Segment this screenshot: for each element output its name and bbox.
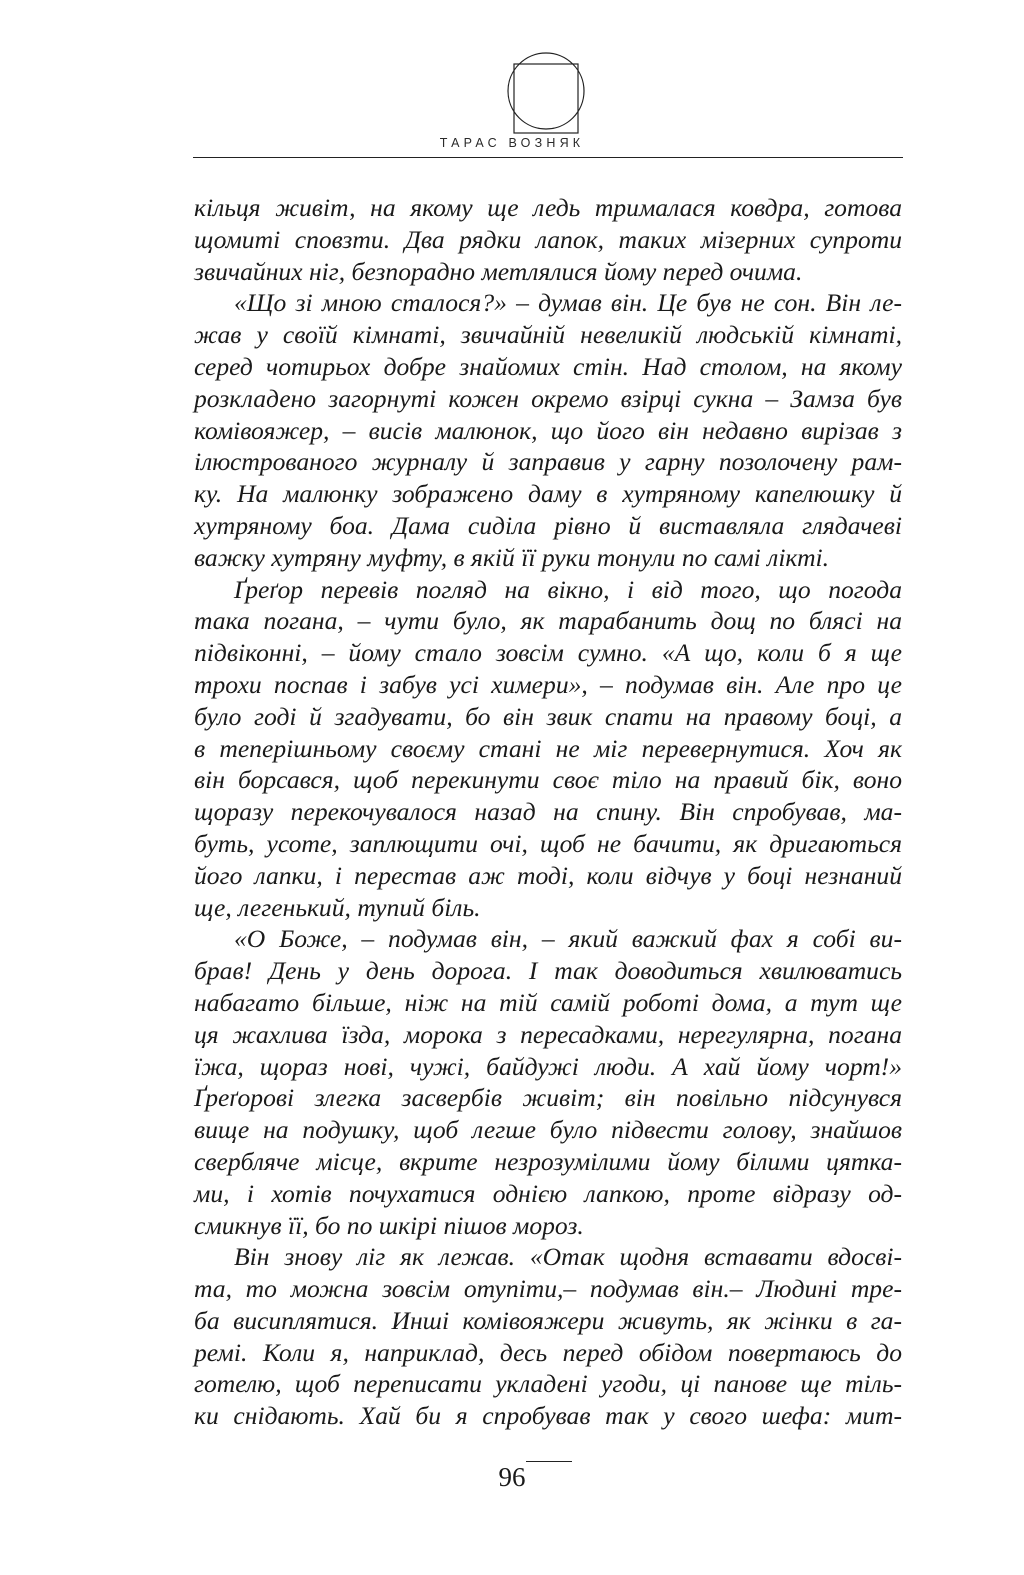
text-line: ця жахлива їзда, морока з пересадками, нерегулярна, погана xyxy=(194,1019,902,1049)
text-line: ми, і хотів почухатися однією лапкою, проте відразу од- xyxy=(194,1178,902,1208)
text-line: «Що зі мною сталося?» – думав він. Це був не сон. Він ле- xyxy=(234,288,902,318)
text-line: було годі й згадувати, бо він звик спати на правому боці, а xyxy=(194,701,902,731)
text-line: їжа, щораз нові, чужі, байдужі люди. А хай йому чорт!» xyxy=(194,1051,902,1081)
text-line: Ґреґор перевів погляд на вікно, і від того, що погода xyxy=(234,574,902,604)
text-line: розкладено загорнуті кожен окремо взірці сукна – Замза був xyxy=(194,383,902,413)
page-number: 96 xyxy=(498,1462,526,1492)
text-line: комівояжер, – висів малюнок, що його він недавно вирізав з xyxy=(194,415,902,445)
text-line: підвіконні, – йому стало зовсім сумно. «А що, коли б я ще xyxy=(194,638,902,668)
text-line: щомиті сповзти. Два рядки лапок, таких мізерних супроти xyxy=(194,224,902,254)
text-line: трохи поспав і забув усі химери», – подумав він. Але про це xyxy=(194,669,902,699)
text-line: Ґреґорові злегка засвербів живіт; він повільно підсунувся xyxy=(194,1083,902,1113)
text-line: ще, легенький, тупий біль. xyxy=(194,892,481,922)
text-line: та, то можна зовсім отупіти,– подумав він.– Людині тре- xyxy=(194,1274,902,1304)
text-line: хутряному боа. Дама сиділа рівно й виставляла глядачеві xyxy=(194,510,902,540)
text-line: сверблячe місце, вкрите незрозумілими йому білими цятка- xyxy=(194,1146,902,1176)
text-line: ки снідають. Хай би я спробував так у свого шефа: мит- xyxy=(194,1401,902,1431)
logo-circle-square-icon xyxy=(507,48,585,134)
text-line: ба висиплятися. Инші комівояжери живуть, як жінки в га- xyxy=(194,1305,902,1335)
text-line: серед чотирьох добре знайомих стін. Над столом, на якому xyxy=(194,351,902,381)
text-line: набагато більше, ніж на тій самій роботі дома, а тут ще xyxy=(194,987,902,1017)
text-line: готелю, щоб переписати укладені угоди, ці панове ще тіль- xyxy=(194,1369,902,1399)
text-line: звичайних ніг, безпорадно метлялися йому перед очима. xyxy=(194,256,803,286)
text-line: він борсався, щоб перекинути своє тіло на правий бік, воно xyxy=(194,765,902,795)
text-line: «О Боже, – подумав він, – який важкий фах я собі ви- xyxy=(234,924,902,954)
text-line: ілюстрованого журналу й заправив у гарну позолочену рам- xyxy=(194,447,902,477)
text-line: вище на подушку, щоб легше було підвести голову, знайшов xyxy=(194,1115,902,1145)
text-line: кільця живіт, на якому ще ледь трималася ковдра, готова xyxy=(194,193,902,222)
text-line: буть, усоте, заплющити очі, щоб не бачити, як дригаються xyxy=(194,828,902,858)
text-line: така погана, – чути було, як тарабанить дощ по блясі на xyxy=(194,606,902,636)
text-line: щоразу перекочувалося назад на спину. Він спробував, ма- xyxy=(194,797,902,827)
text-line: ку. На малюнку зображено даму в хутряному капелюшку й xyxy=(194,479,902,509)
text-line: ремі. Коли я, наприклад, десь перед обідом повертаюсь до xyxy=(194,1337,902,1367)
text-line: смикнув її, бо по шкірі пішов мороз. xyxy=(194,1210,584,1240)
header-rule xyxy=(193,157,903,158)
running-header-author: ТАРАС ВОЗНЯК xyxy=(439,136,585,150)
text-line: жав у своїй кімнаті, звичайній невеликій людській кімнаті, xyxy=(194,320,902,350)
text-line: в теперішньому своєму стані не міг перевернутися. Хоч як xyxy=(194,733,902,763)
text-line: важку хутряну муфту, в якій її руки тонули по самі лікті. xyxy=(194,542,830,572)
body-text xyxy=(194,192,902,1432)
text-line: брав! День у день дорога. І так доводиться хвилюватись xyxy=(194,956,902,986)
text-line: Він знову ліг як лежав. «Отак щодня вставати вдосві- xyxy=(234,1242,902,1272)
text-line: його лапки, і перестав аж тоді, коли відчув у боці незнаний xyxy=(194,860,902,890)
